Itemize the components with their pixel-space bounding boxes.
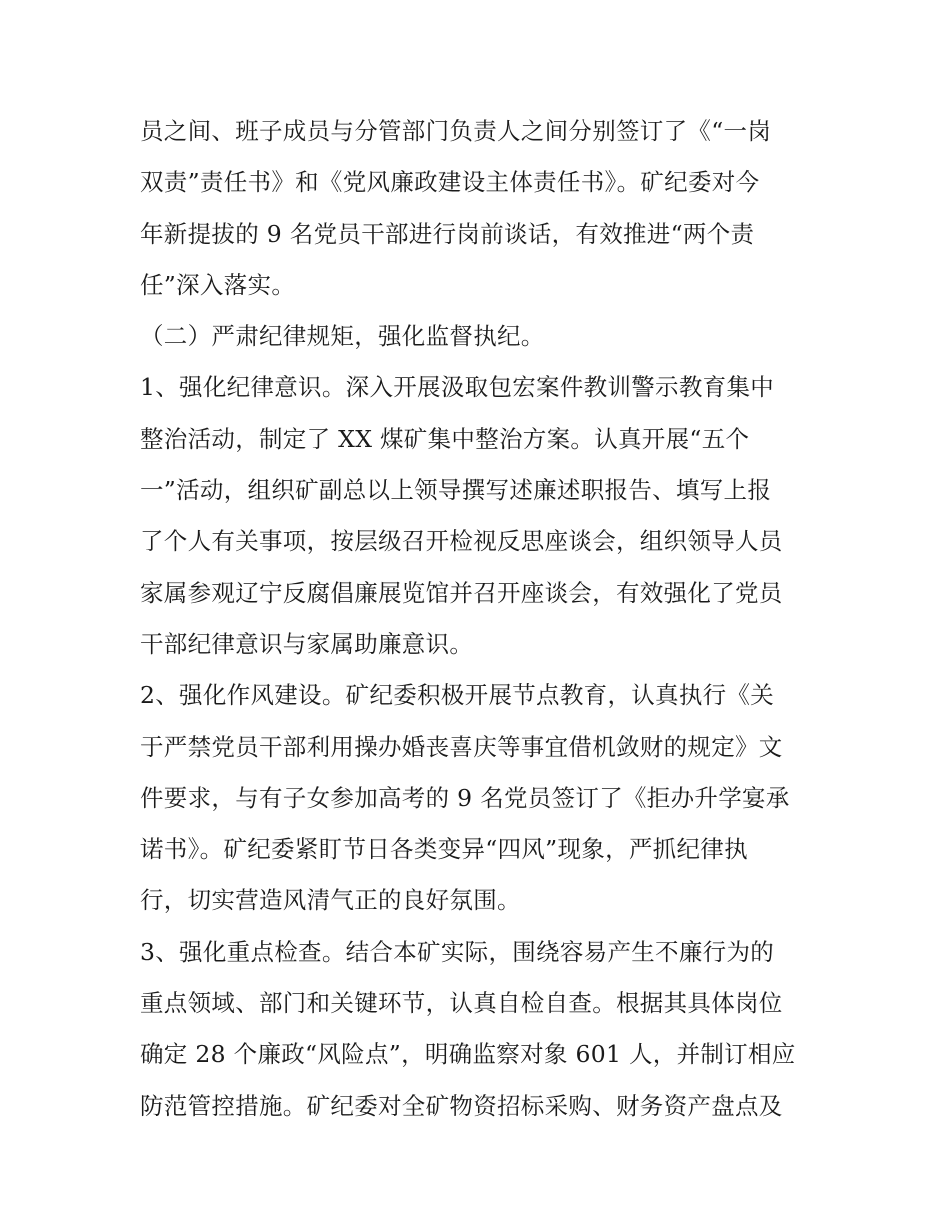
text-line: 防范管控措施。矿纪委对全矿物资招标采购、财务资产盘点及 [140, 1091, 783, 1120]
text-line: 诺书》。矿纪委紧盯节日各类变异“四风”现象，严抓纪律执 [140, 835, 748, 864]
text-line: 年新提拔的 9 名党员干部进行岗前谈话，有效推进“两个责 [140, 219, 755, 248]
body-text [140, 106, 820, 1132]
text-line: 确定 28 个廉政“风险点”，明确监察对象 601 人，并制订相应 [140, 1040, 796, 1069]
section-heading: （二）严肃纪律规矩，强化监督执纪。 [140, 322, 545, 351]
text-line: 干部纪律意识与家属助廉意识。 [140, 629, 474, 658]
text-line: 双责”责任书》和《党风廉政建设主体责任书》。矿纪委对今 [140, 168, 760, 197]
text-line: 整治活动，制定了 XX 煤矿集中整治方案。认真开展“五个 [140, 424, 750, 453]
text-line: 任”深入落实。 [140, 270, 296, 299]
text-line: 行，切实营造风清气正的良好氛围。 [140, 886, 521, 915]
text-line: 2、强化作风建设。矿纪委积极开展节点教育，认真执行《关 [140, 681, 775, 710]
text-line: 1、强化纪律意识。深入开展汲取包宏案件教训警示教育集中 [140, 373, 775, 402]
text-line: 一”活动，组织矿副总以上领导撰写述廉述职报告、填写上报 [140, 476, 772, 505]
text-line: 于严禁党员干部利用操办婚丧喜庆等事宜借机敛财的规定》文 [140, 732, 783, 761]
text-line: 了个人有关事项，按层级召开检视反思座谈会，组织领导人员 [140, 527, 783, 556]
text-line: 3、强化重点检查。结合本矿实际，围绕容易产生不廉行为的 [140, 937, 775, 966]
text-line: 件要求，与有子女参加高考的 9 名党员签订了《拒办升学宴承 [140, 783, 790, 812]
text-line: 家属参观辽宁反腐倡廉展览馆并召开座谈会，有效强化了党员 [140, 578, 783, 607]
text-line: 员之间、班子成员与分管部门负责人之间分别签订了《“一岗 [140, 117, 772, 145]
text-line: 重点领域、部门和关键环节，认真自检自查。根据其具体岗位 [140, 989, 783, 1018]
